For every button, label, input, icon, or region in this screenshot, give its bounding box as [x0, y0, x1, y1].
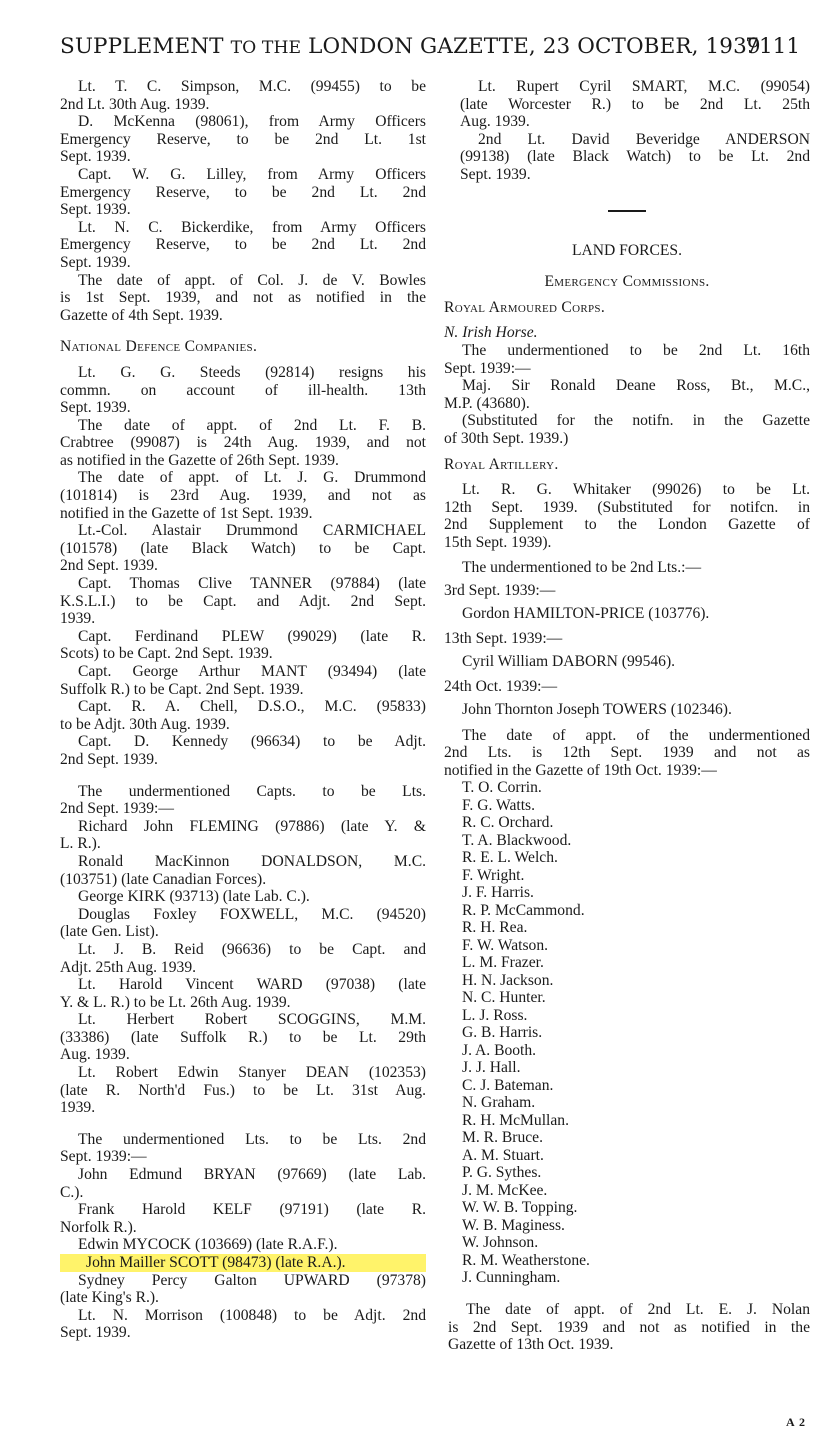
list-item: J. A. Booth.	[462, 1041, 537, 1059]
list-item: J. F. Harris.	[462, 884, 534, 902]
page-number: 7111	[745, 34, 800, 59]
list-item: R. P. McCammond.	[462, 901, 585, 919]
date-line: 3rd Sept. 1939:—	[444, 582, 556, 600]
paragraph: The date of appt. of Col. J. de V. Bowles is 1st Sept. 1939, and not as notified in the Gazette of 4th Sept. 1939.	[60, 271, 426, 324]
paragraph: The date of appt. of Lt. J. G. Drummond (101814) is 23rd Aug. 1939, and not as notified in the Gazette of 1st Sept. 1939.	[60, 469, 426, 522]
list-item: R. E. L. Welch.	[462, 849, 558, 867]
signature-mark: A 2	[785, 1415, 806, 1429]
paragraph: Capt. George Arthur MANT (93494) (late Suffolk R.) to be Capt. 2nd Sept. 1939.	[60, 663, 426, 698]
paragraph: Capt. R. A. Chell, D.S.O., M.C. (95833) to be Adjt. 30th Aug. 1939.	[60, 698, 426, 733]
paragraph: Capt. W. G. Lilley, from Army Officers Emergency Reserve, to be 2nd Lt. 2nd Sept. 1939.	[60, 165, 426, 219]
title-rest: LONDON GAZETTE, 23 OCTOBER, 1939	[308, 34, 761, 59]
list-item: C. J. Bateman.	[462, 1076, 554, 1094]
paragraph: The undermentioned Capts. to be Lts. 2nd Sept. 1939:—	[60, 782, 426, 818]
paragraph: The date of appt. of 2nd Lt. E. J. Nolan is 2nd Sept. 1939 and not as notified in the Gazette of 13th Oct. 1939.	[448, 1300, 810, 1354]
paragraph: The date of appt. of 2nd Lt. F. B. Crabtree (99087) is 24th Aug. 1939, and not as notified in the Gazette of 26th Sept. 1939.	[60, 416, 426, 469]
paragraph: Capt. Ferdinand PLEW (99029) (late R. Scots) to be Capt. 2nd Sept. 1939.	[60, 627, 426, 663]
list-item: W. Johnson.	[462, 1234, 539, 1252]
list-item: G. B. Harris.	[462, 1024, 543, 1042]
page-header	[60, 34, 800, 68]
list-item: A. M. Stuart.	[462, 1146, 544, 1164]
paragraph: Lt. N. C. Bickerdike, from Army Officers Emergency Reserve, to be 2nd Lt. 2nd Sept. 1939.	[60, 218, 426, 271]
list-item: W. B. Maginess.	[462, 1216, 565, 1234]
paragraph: Lt. Harold Vincent WARD (97038) (late Y. & L. R.) to be Lt. 26th Aug. 1939.	[60, 976, 426, 1011]
section-heading: National Defence Companies.	[60, 338, 258, 356]
paragraph: (Substituted for the notifn. in the Gazette of 30th Sept. 1939.)	[444, 412, 810, 447]
section-heading: Royal Artillery.	[444, 455, 559, 473]
officer-name-list	[444, 779, 810, 1287]
list-item: F. W. Watson.	[462, 936, 549, 954]
paragraph: Ronald MacKinnon DONALDSON, M.C. (103751) (late Canadian Forces).	[60, 852, 426, 888]
paragraph: Capt. D. Kennedy (96634) to be Adjt. 2nd Sept. 1939.	[60, 733, 426, 768]
section-divider	[608, 210, 646, 212]
paragraph: Lt. T. C. Simpson, M.C. (99455) to be 2nd Lt. 30th Aug. 1939.	[60, 78, 426, 113]
paragraph: Lt. Rupert Cyril SMART, M.C. (99054) (late Worcester R.) to be 2nd Lt. 25th Aug. 1939.	[460, 78, 810, 131]
list-item: R. M. Weatherstone.	[462, 1251, 590, 1269]
date-line: 24th Oct. 1939:—	[444, 678, 558, 696]
paragraph: Maj. Sir Ronald Deane Ross, Bt., M.C., M.P. (43680).	[444, 377, 810, 412]
paragraph: Richard John FLEMING (97886) (late Y. & L. R.).	[60, 817, 426, 853]
paragraph: John Edmund BRYAN (97669) (late Lab. C.).	[60, 1166, 426, 1201]
paragraph: The undermentioned to be 2nd Lt. 16th Sept. 1939:—	[444, 341, 810, 377]
paragraph: D. McKenna (98061), from Army Officers Emergency Reserve, to be 2nd Lt. 1st Sept. 1939.	[60, 113, 426, 166]
paragraph: Sydney Percy Galton UPWARD (97378) (late King's R.).	[60, 1271, 426, 1307]
paragraph: Capt. Thomas Clive TANNER (97884) (late K.S.L.I.) to be Capt. and Adjt. 2nd Sept. 1939.	[60, 575, 426, 628]
emergency-commissions-heading: Emergency Commissions.	[544, 273, 710, 291]
paragraph: Lt. Robert Edwin Stanyer DEAN (102353) (late R. North'd Fus.) to be Lt. 31st Aug. 1939.	[60, 1064, 426, 1117]
paragraph: Lt. R. G. Whitaker (99026) to be Lt. 12th Sept. 1939. (Substituted for notifcn. in 2nd Supplement to the London Gazette of 15th Sept. 1939).	[444, 481, 810, 551]
paragraph: The undermentioned Lts. to be Lts. 2nd Sept. 1939:—	[60, 1130, 426, 1166]
paragraph: Lt.-Col. Alastair Drummond CARMICHAEL (101578) (late Black Watch) to be Capt. 2nd Sept. 1939.	[60, 522, 426, 575]
paragraph: Douglas Foxley FOXWELL, M.C. (94520) (late Gen. List).	[60, 905, 426, 941]
list-item: H. N. Jackson.	[462, 971, 554, 989]
title-prefix: SUPPLEMENT	[60, 34, 224, 59]
name-line: Cyril William DABORN (99546).	[462, 652, 676, 670]
title-to: TO THE	[230, 38, 302, 58]
list-item: P. G. Sythes.	[462, 1164, 542, 1182]
paragraph: Lt. Herbert Robert SCOGGINS, M.M. (33386) (late Suffolk R.) to be Lt. 29th Aug. 1939.	[60, 1011, 426, 1064]
paragraph: The date of appt. of the undermentioned 2nd Lts. is 12th Sept. 1939 and not as notified in the Gazette of 19th Oct. 1939:—	[444, 726, 810, 779]
paragraph: 2nd Lt. David Beveridge ANDERSON (99138) (late Black Watch) to be Lt. 2nd Sept. 1939.	[460, 130, 810, 183]
list-item: F. G. Watts.	[462, 796, 536, 814]
section-heading: Royal Armoured Corps.	[444, 298, 606, 316]
list-item: N. C. Hunter.	[462, 989, 546, 1007]
list-item: T. A. Blackwood.	[462, 831, 572, 849]
paragraph: George KIRK (93713) (late Lab. C.).	[78, 888, 310, 906]
list-item: L. J. Ross.	[462, 1006, 528, 1024]
list-item: F. Wright.	[462, 866, 525, 884]
list-item: W. W. B. Topping.	[462, 1199, 578, 1217]
subsection-heading: N. Irish Horse.	[444, 324, 538, 342]
list-item: R. H. McMullan.	[462, 1111, 569, 1129]
gazette-title	[60, 34, 761, 59]
highlighted-entry: John Mailler SCOTT (98473) (late R.A.).	[60, 1254, 426, 1272]
right-column	[444, 78, 810, 1354]
list-item: N. Graham.	[462, 1094, 536, 1112]
paragraph: Lt. N. Morrison (100848) to be Adjt. 2nd Sept. 1939.	[60, 1306, 426, 1342]
paragraph: Lt. J. B. Reid (96636) to be Capt. and Adjt. 25th Aug. 1939.	[60, 940, 426, 976]
name-line: John Thornton Joseph TOWERS (102346).	[462, 701, 732, 719]
list-item: J. M. McKee.	[462, 1181, 548, 1199]
list-item: J. J. Hall.	[462, 1059, 521, 1077]
paragraph: Frank Harold KELF (97191) (late R. Norfolk R.).	[60, 1201, 426, 1236]
list-item: R. H. Rea.	[462, 919, 528, 937]
date-line: 13th Sept. 1939:—	[444, 630, 563, 648]
left-column	[60, 78, 426, 1342]
list-item: T. O. Corrin.	[462, 779, 542, 797]
list-item: L. M. Frazer.	[462, 954, 544, 972]
paragraph: Lt. G. G. Steeds (92814) resigns his commn. on account of ill-health. 13th Sept. 1939.	[60, 363, 426, 417]
list-item: M. R. Bruce.	[462, 1129, 543, 1147]
land-forces-heading: LAND FORCES.	[571, 241, 683, 259]
list-item: R. C. Orchard.	[462, 814, 554, 832]
name-line: Gordon HAMILTON-PRICE (103776).	[462, 604, 710, 622]
list-item: J. Cunningham.	[462, 1269, 561, 1287]
paragraph: The undermentioned to be 2nd Lts.:—	[462, 559, 702, 577]
paragraph: Edwin MYCOCK (103669) (late R.A.F.).	[78, 1236, 338, 1254]
